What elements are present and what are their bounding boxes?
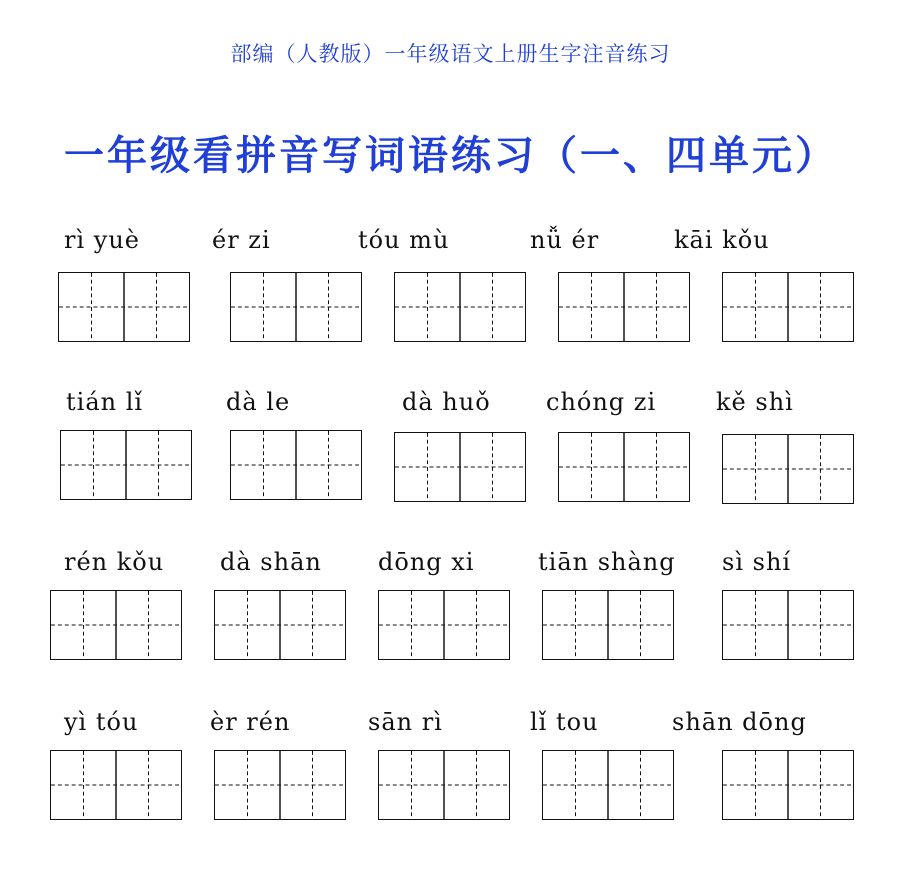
grid-lines bbox=[215, 751, 345, 819]
pinyin-label: kě shì bbox=[716, 388, 794, 416]
pinyin-label: dà huǒ bbox=[402, 388, 491, 416]
writing-grid[interactable] bbox=[230, 430, 362, 500]
pinyin-label: rén kǒu bbox=[64, 548, 165, 576]
grid-lines bbox=[61, 431, 191, 499]
pinyin-label: dōng xi bbox=[378, 548, 475, 576]
grid-lines bbox=[723, 273, 853, 341]
pinyin-label: sān rì bbox=[368, 708, 443, 736]
writing-grid[interactable] bbox=[50, 750, 182, 820]
worksheet-title: 一年级看拼音写词语练习（一、四单元） bbox=[64, 132, 838, 179]
pinyin-label: lǐ tou bbox=[530, 708, 599, 736]
grid-lines bbox=[559, 273, 689, 341]
writing-grid[interactable] bbox=[378, 750, 510, 820]
writing-grid[interactable] bbox=[542, 750, 674, 820]
writing-grid[interactable] bbox=[50, 590, 182, 660]
writing-grid[interactable] bbox=[394, 272, 526, 342]
grid-lines bbox=[59, 273, 189, 341]
grid-lines bbox=[51, 591, 181, 659]
grid-lines bbox=[723, 435, 853, 503]
pinyin-label: tián lǐ bbox=[66, 388, 144, 416]
pinyin-label: dà shān bbox=[220, 548, 322, 576]
grid-lines bbox=[723, 591, 853, 659]
pinyin-label: ér zi bbox=[212, 226, 271, 254]
grid-lines bbox=[231, 273, 361, 341]
pinyin-label: tóu mù bbox=[358, 226, 450, 254]
grid-lines bbox=[543, 591, 673, 659]
grid-lines bbox=[559, 433, 689, 501]
grid-lines bbox=[395, 433, 525, 501]
grid-lines bbox=[379, 591, 509, 659]
grid-lines bbox=[395, 273, 525, 341]
writing-grid[interactable] bbox=[214, 590, 346, 660]
writing-grid[interactable] bbox=[558, 432, 690, 502]
grid-lines bbox=[543, 751, 673, 819]
writing-grid[interactable] bbox=[378, 590, 510, 660]
writing-grid[interactable] bbox=[542, 590, 674, 660]
grid-lines bbox=[723, 751, 853, 819]
pinyin-label: nǚ ér bbox=[530, 226, 600, 254]
writing-grid[interactable] bbox=[230, 272, 362, 342]
writing-grid[interactable] bbox=[722, 272, 854, 342]
pinyin-label: dà le bbox=[226, 388, 291, 416]
pinyin-label: tiān shàng bbox=[538, 548, 676, 576]
pinyin-label: kāi kǒu bbox=[674, 226, 770, 254]
grid-lines bbox=[231, 431, 361, 499]
pinyin-label: yì tóu bbox=[64, 708, 139, 736]
writing-grid[interactable] bbox=[558, 272, 690, 342]
grid-lines bbox=[51, 751, 181, 819]
grid-lines bbox=[379, 751, 509, 819]
pinyin-label: chóng zi bbox=[546, 388, 657, 416]
writing-grid[interactable] bbox=[214, 750, 346, 820]
pinyin-label: èr rén bbox=[210, 708, 291, 736]
worksheet-subtitle: 部编（人教版）一年级语文上册生字注音练习 bbox=[230, 42, 671, 66]
writing-grid[interactable] bbox=[722, 590, 854, 660]
writing-grid[interactable] bbox=[58, 272, 190, 342]
writing-grid[interactable] bbox=[722, 750, 854, 820]
writing-grid[interactable] bbox=[60, 430, 192, 500]
pinyin-label: rì yuè bbox=[64, 226, 140, 254]
pinyin-label: sì shí bbox=[722, 548, 792, 576]
grid-lines bbox=[215, 591, 345, 659]
pinyin-label: shān dōng bbox=[672, 708, 807, 736]
writing-grid[interactable] bbox=[722, 434, 854, 504]
writing-grid[interactable] bbox=[394, 432, 526, 502]
